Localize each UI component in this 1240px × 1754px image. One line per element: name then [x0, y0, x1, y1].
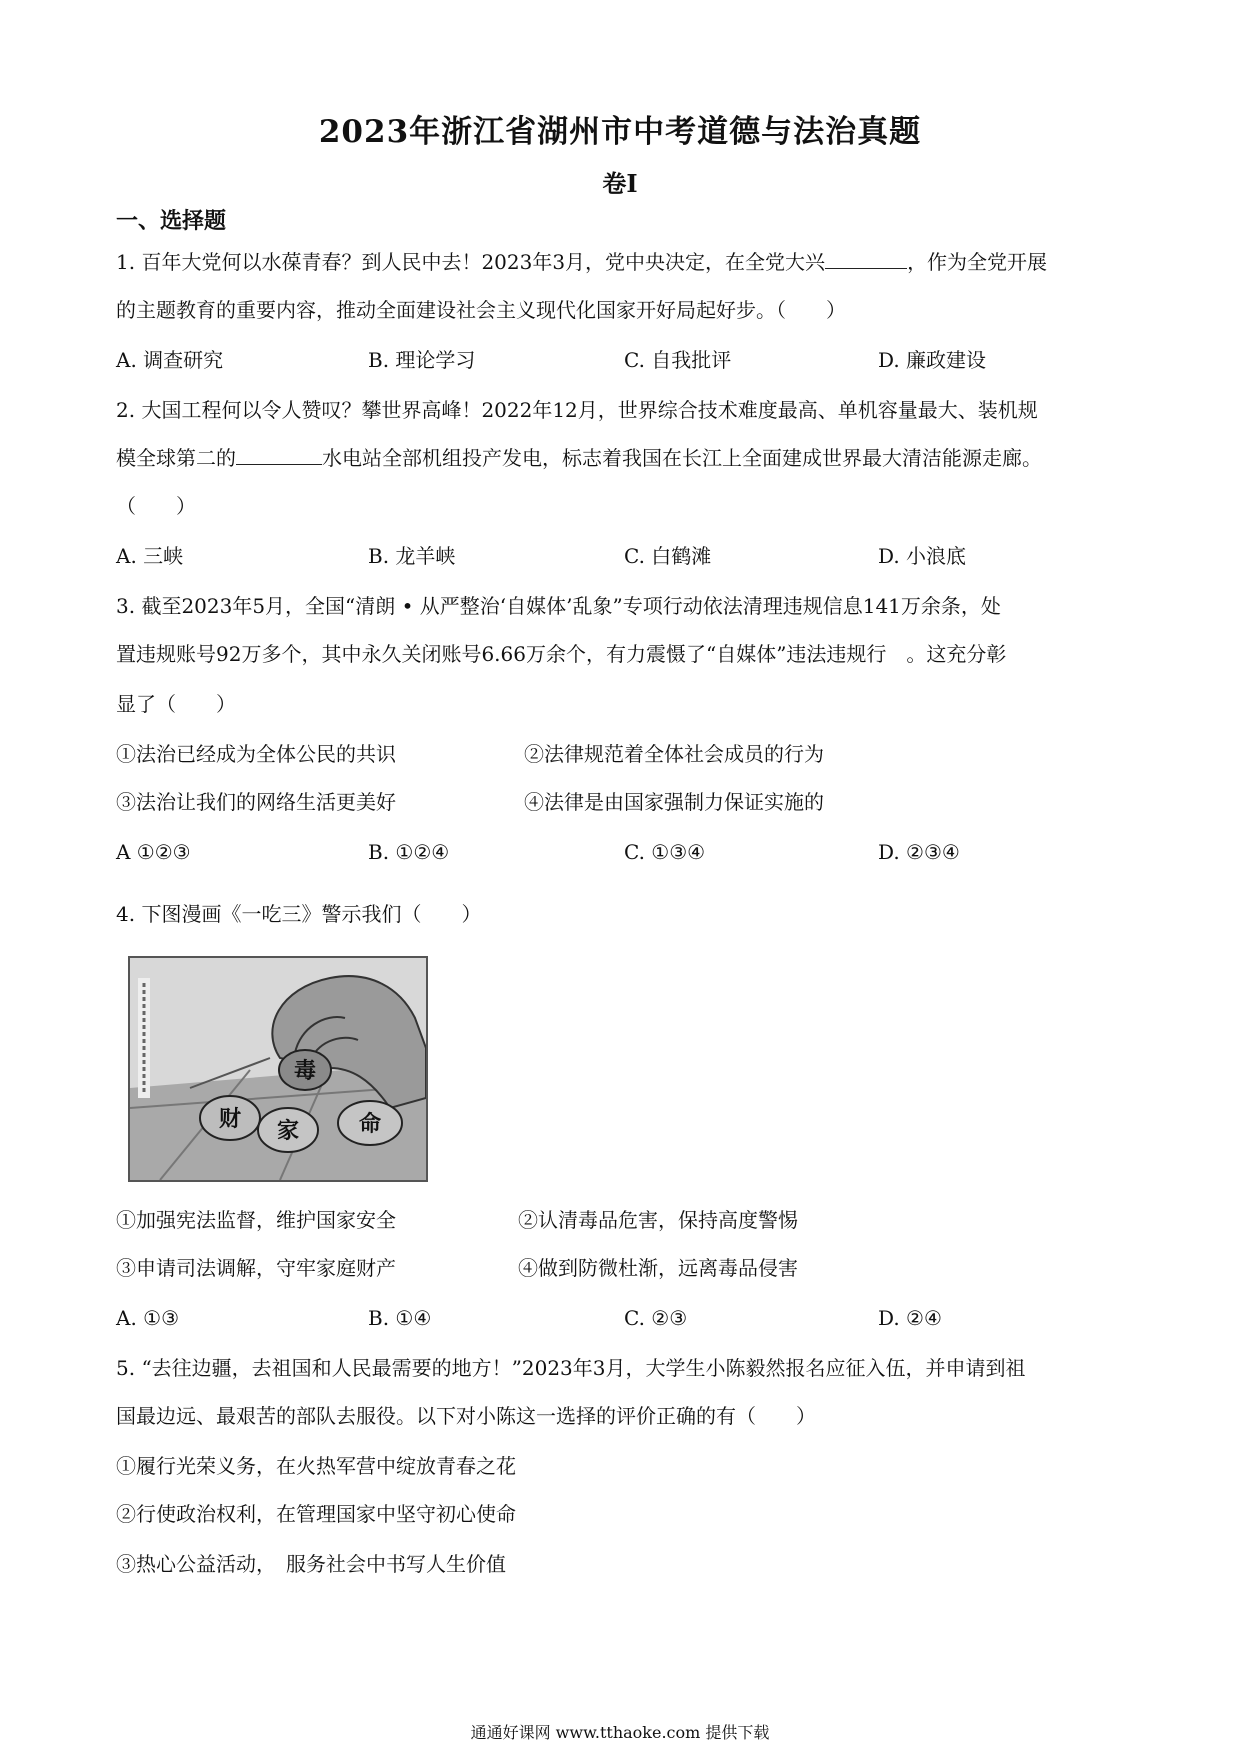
page-footer: 通通好课网 www.tthaoke.com 提供下载: [470, 1723, 770, 1742]
q1-line-1: [116, 248, 1047, 276]
comic-drawing: [130, 958, 426, 1180]
q4-statement-3: ③申请司法调解，守牢家庭财产: [116, 1256, 396, 1280]
q1-blank: [825, 250, 907, 269]
q3-line-3: 显了（ ）: [116, 692, 236, 716]
q4-option-c[interactable]: C. ②③: [624, 1306, 688, 1330]
q5-line-2: 国最边远、最艰苦的部队去服役。以下对小陈这一选择的评价正确的有（ ）: [116, 1404, 816, 1428]
page-title: 2023年浙江省湖州市中考道德与法治真题: [318, 114, 922, 150]
q1-text-b: ，作为全党开展: [907, 250, 1048, 274]
q2-option-d[interactable]: D. 小浪底: [878, 544, 967, 568]
q4-statement-2: ②认清毒品危害，保持高度警惕: [518, 1208, 798, 1232]
q3-option-c[interactable]: C. ①③④: [624, 840, 706, 864]
q4-statement-4: ④做到防微杜渐，远离毒品侵害: [518, 1256, 798, 1280]
comic-image: [128, 956, 428, 1182]
q3-option-a[interactable]: A ①②③: [116, 840, 191, 864]
q3-line-2: 置违规账号92万多个，其中永久关闭账号6.66万余个，有力震慑了“自媒体”违法违规行 。这充分彰: [116, 642, 1007, 666]
q4-line-1: 4. 下图漫画《一吃三》警示我们（ ）: [116, 902, 482, 926]
comic-piece-life: 命: [358, 1111, 382, 1137]
q1-text-a: 1. 百年大党何以水葆青春？到人民中去！2023年3月，党中央决定，在全党大兴: [116, 250, 826, 274]
q3-statement-2: ②法律规范着全体社会成员的行为: [524, 742, 824, 766]
q4-statement-1: ①加强宪法监督，维护国家安全: [116, 1208, 396, 1232]
q2-text-b: 水电站全部机组投产发电，标志着我国在长江上全面建成世界最大清洁能源走廊。: [322, 446, 1042, 470]
q4-option-a[interactable]: A. ①③: [116, 1306, 180, 1330]
section-heading: 一、选择题: [116, 208, 227, 234]
q1-option-c[interactable]: C. 自我批评: [624, 348, 732, 372]
q5-statement-1: ①履行光荣义务，在火热军营中绽放青春之花: [116, 1454, 516, 1478]
comic-piece-poison: 毒: [293, 1058, 317, 1084]
q3-statement-1: ①法治已经成为全体公民的共识: [116, 742, 396, 766]
q2-blank: [236, 446, 322, 465]
q1-option-b[interactable]: B. 理论学习: [368, 348, 476, 372]
q4-option-b[interactable]: B. ①④: [368, 1306, 432, 1330]
q2-option-c[interactable]: C. 白鹤滩: [624, 544, 712, 568]
q3-statement-4: ④法律是由国家强制力保证实施的: [524, 790, 824, 814]
q5-statement-2: ②行使政治权利，在管理国家中坚守初心使命: [116, 1502, 516, 1526]
q1-option-a[interactable]: A. 调查研究: [116, 348, 224, 372]
comic-piece-wealth: 财: [218, 1106, 242, 1132]
q2-text-a: 模全球第二的: [116, 446, 236, 470]
q2-line-2: [116, 444, 1042, 472]
q2-line-1: 2. 大国工程何以令人赞叹？攀世界高峰！2022年12月，世界综合技术难度最高、单机容量最大、装机规: [116, 398, 1038, 422]
comic-piece-family: 家: [276, 1118, 300, 1144]
q2-option-b[interactable]: B. 龙羊峡: [368, 544, 456, 568]
paper-part-label: 卷I: [602, 169, 638, 198]
q3-option-b[interactable]: B. ①②④: [368, 840, 450, 864]
q1-line-2: 的主题教育的重要内容，推动全面建设社会主义现代化国家开好局起好步。（ ）: [116, 298, 846, 322]
q5-line-1: 5. “去往边疆，去祖国和人民最需要的地方！”2023年3月，大学生小陈毅然报名应征入伍，并申请到祖: [116, 1356, 1026, 1380]
q5-statement-3: ③热心公益活动， 服务社会中书写人生价值: [116, 1552, 506, 1576]
q3-line-1: 3. 截至2023年5月，全国“清朗 • 从严整治‘自媒体’乱象”专项行动依法清理违规信息141万余条，处: [116, 594, 1001, 618]
q4-option-d[interactable]: D. ②④: [878, 1306, 942, 1330]
q3-option-d[interactable]: D. ②③④: [878, 840, 960, 864]
q2-option-a[interactable]: A. 三峡: [116, 544, 184, 568]
q1-option-d[interactable]: D. 廉政建设: [878, 348, 987, 372]
q2-line-3: （ ）: [116, 494, 196, 518]
q3-statement-3: ③法治让我们的网络生活更美好: [116, 790, 396, 814]
